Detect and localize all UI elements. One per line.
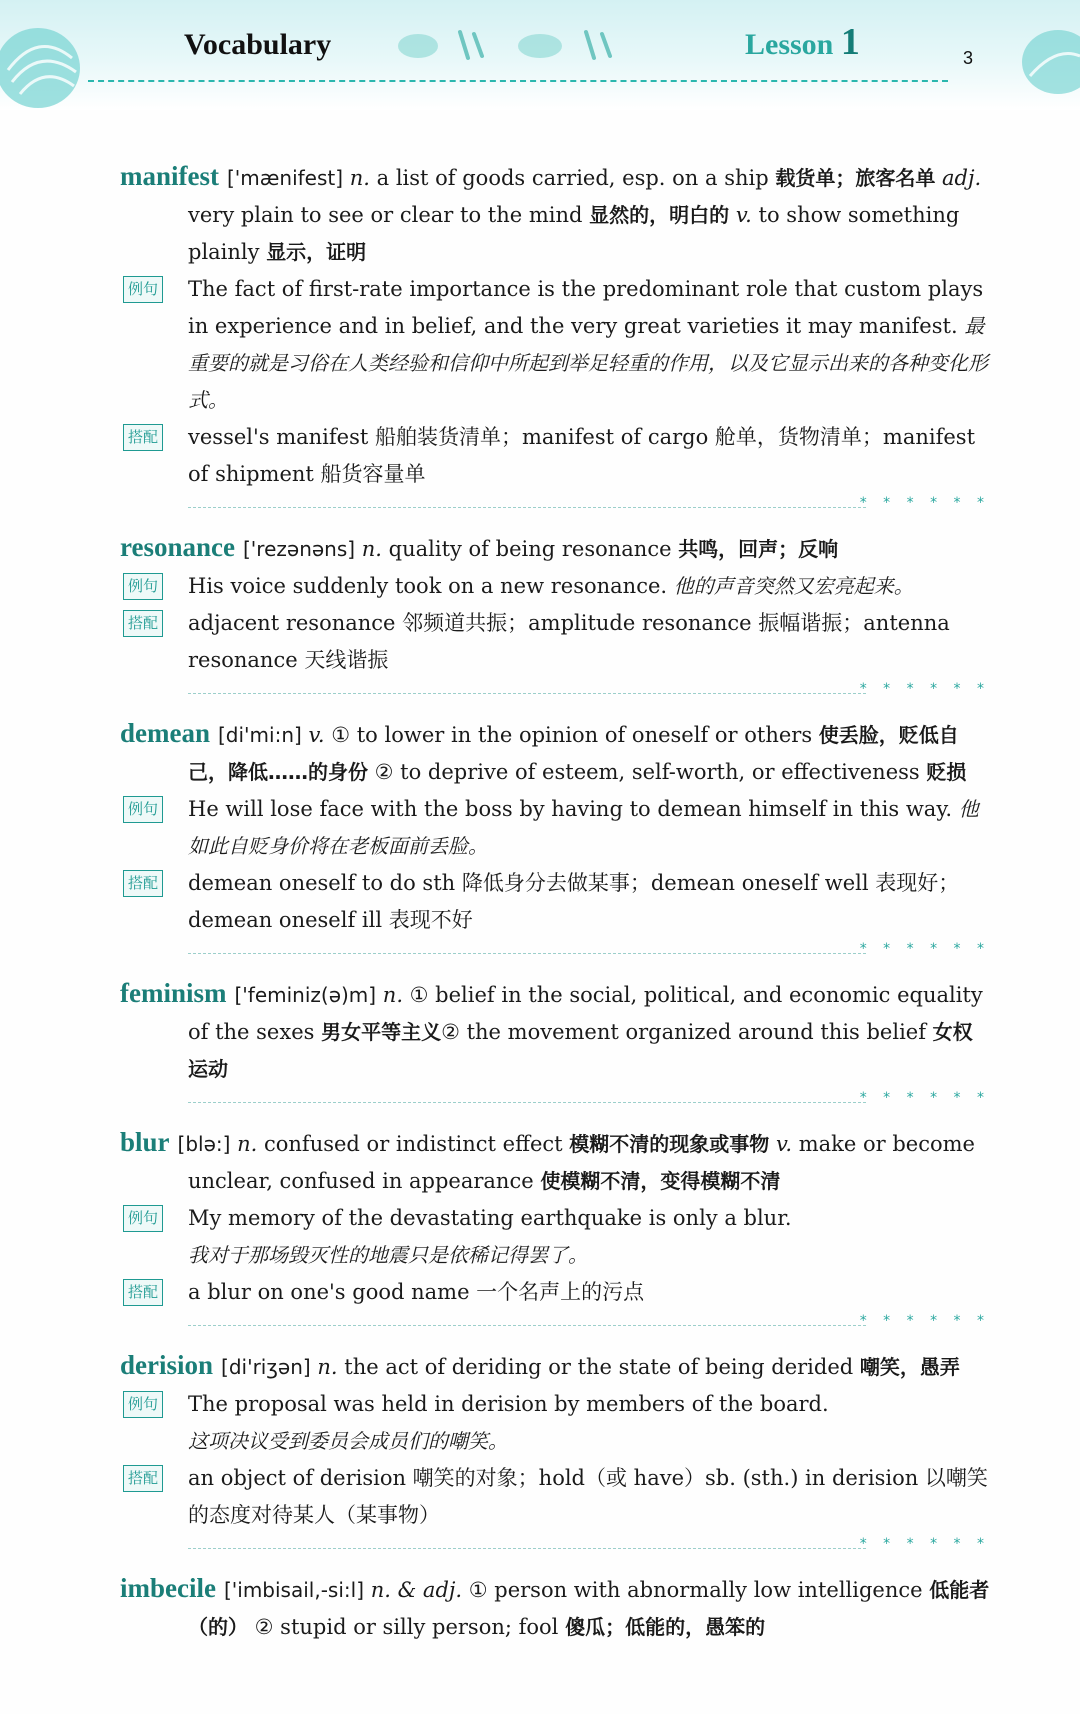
definition [120,1347,990,1386]
example-block [120,1386,990,1460]
meaning-en: ① to lower in the opinion of oneself or others [324,723,819,747]
entry-separator [120,1088,990,1124]
part-of-speech: n. [382,983,403,1007]
entry-separator [120,493,990,529]
meaning-zh: 显示，证明 [266,240,367,264]
meaning-en: ② stupid or silly person; fool [248,1615,566,1639]
meaning-en: confused or indistinct effect [257,1132,570,1156]
phonetic: ['imbisail,-si:l] [223,1578,364,1602]
meaning-en: ① person with abnormally low intelligence [462,1578,930,1602]
separator-stars: * * * * * * [859,1536,990,1552]
meaning-en: a list of goods carried, esp. on a ship [369,166,776,190]
headword: imbecile [120,1573,216,1603]
meaning-en: the act of deriding or the state of being derided [337,1355,860,1379]
definition [120,1124,990,1200]
entry-blur [120,1124,990,1347]
lesson-number: 1 [840,21,860,63]
part-of-speech: adj. [942,166,982,190]
example-zh: 他如此自贬身价将在老板面前丢脸。 [188,797,979,858]
lesson-word: Lesson [745,28,834,61]
meaning-zh: 嘲笑，愚弄 [859,1355,960,1379]
example-block [120,271,990,419]
meaning-en: quality of being resonance [381,537,679,561]
collocation-tag: 搭配 [123,1279,163,1306]
shell-decoration-icon [0,10,95,120]
entry-resonance [120,529,990,715]
part-of-speech: n. & adj. [370,1578,463,1602]
part-of-speech: n. [361,537,382,561]
entry-derision [120,1347,990,1570]
collocation-tag: 搭配 [123,1465,163,1492]
definition [120,715,990,791]
meaning-zh: 模糊不清的现象或事物 [569,1132,770,1156]
separator-stars: * * * * * * [859,941,990,957]
example-zh: 这项决议受到委员会成员们的嘲笑。 [188,1429,508,1453]
flourish-decoration-icon [390,18,670,68]
collocation-block [120,1274,990,1311]
collocation-block [120,865,990,939]
example-zh: 我对于那场毁灭性的地震只是依稀记得罢了。 [188,1243,588,1267]
leaf-decoration-icon [1000,16,1080,116]
example-en: He will lose face with the boss by having to demean himself in this way. [188,797,959,821]
definition [120,158,990,271]
collocation-block [120,419,990,493]
example-tag: 例句 [123,1391,163,1418]
part-of-speech: n. [237,1132,258,1156]
definition [120,529,990,568]
section-title: Vocabulary [184,28,332,61]
example-en: The proposal was held in derision by members of the board. [188,1392,829,1416]
separator-stars: * * * * * * [859,495,990,511]
example-tag: 例句 [123,276,163,303]
meaning-zh: 使模糊不清，变得模糊不清 [540,1169,781,1193]
phonetic: [di'riʒən] [221,1355,311,1379]
headword: blur [120,1127,170,1157]
vocabulary-list [120,158,990,1646]
collocation-tag: 搭配 [123,424,163,451]
entry-separator [120,1534,990,1570]
entry-separator [120,1311,990,1347]
meaning-en: make or become unclear, confused in appearance [188,1132,975,1193]
example-block [120,1200,990,1274]
lesson-label [745,20,860,64]
entry-feminism [120,975,990,1124]
entry-separator [120,939,990,975]
collocation-block [120,1460,990,1534]
part-of-speech: v. [775,1132,793,1156]
definition [120,975,990,1088]
part-of-speech: v. [308,723,325,747]
example-tag: 例句 [123,1205,163,1232]
phonetic: [blə:] [177,1132,231,1156]
meaning-zh: 男女平等主义 [321,1020,442,1044]
meaning-en: ② the movement organized around this belief [441,1020,933,1044]
phonetic: ['mænifest] [226,166,344,190]
meaning-zh: 女权运动 [188,1020,973,1081]
entry-separator [120,679,990,715]
example-en: My memory of the devastating earthquake is only a blur. [188,1206,792,1230]
entry-imbecile [120,1570,990,1646]
page-number: 3 [963,48,974,68]
meaning-en: ② to deprive of esteem, self-worth, or effectiveness [368,760,927,784]
phonetic: [di'mi:n] [218,723,302,747]
example-tag: 例句 [123,573,163,600]
headword: feminism [120,978,227,1008]
headword: resonance [120,532,235,562]
entry-demean [120,715,990,975]
separator-stars: * * * * * * [859,1313,990,1329]
meaning-zh: 共鸣，回声；反响 [678,537,839,561]
meaning-zh: 显然的，明白的 [589,203,730,227]
meaning-en: to show something plainly [188,203,960,264]
collocation-block [120,605,990,679]
separator-stars: * * * * * * [859,681,990,697]
example-en: His voice suddenly took on a new resonance. [188,574,674,598]
collocation-text: demean oneself to do sth 降低身分去做某事；demean oneself well 表现好；demean oneself ill 表现不好 [188,871,960,932]
meaning-zh: 载货单；旅客名单 [775,166,936,190]
part-of-speech: n. [349,166,370,190]
part-of-speech: n. [317,1355,338,1379]
collocation-text: vessel's manifest 船舶装货清单；manifest of cargo 舱单，货物清单；manifest of shipment 船货容量单 [188,425,976,486]
meaning-zh: 傻瓜；低能的，愚笨的 [565,1615,766,1639]
meaning-en: ① belief in the social, political, and economic equality of the sexes [188,983,983,1044]
collocation-text: a blur on one's good name 一个名声上的污点 [188,1280,645,1304]
meaning-zh: 低能者（的） [188,1578,990,1639]
example-en: The fact of first-rate importance is the predominant role that custom plays in experience and in belief, and the very great varieties it may manifest. [188,277,984,338]
headword: manifest [120,161,219,191]
part-of-speech: v. [735,203,752,227]
definition [120,1570,990,1646]
example-block [120,791,990,865]
example-zh: 最重要的就是习俗在人类经验和信仰中所起到举足轻重的作用，以及它显示出来的各种变化形式。 [188,314,988,412]
meaning-zh: 贬损 [926,760,967,784]
meaning-en: very plain to see or clear to the mind [188,203,590,227]
page-header [0,0,1080,110]
headword: derision [120,1350,214,1380]
collocation-tag: 搭配 [123,610,163,637]
meaning-zh: 使丢脸，贬低自己，降低……的身份 [188,723,959,784]
phonetic: ['feminiz(ə)m] [234,983,377,1007]
collocation-tag: 搭配 [123,870,163,897]
example-zh: 他的声音突然又宏亮起来。 [673,574,914,598]
collocation-text: an object of derision 嘲笑的对象；hold（或 have）sb. (sth.) in derision 以嘲笑的态度对待某人（某事物） [188,1466,988,1527]
collocation-text: adjacent resonance 邻频道共振；amplitude resonance 振幅谐振；antenna resonance 天线谐振 [188,611,950,672]
entry-manifest [120,158,990,529]
separator-stars: * * * * * * [859,1090,990,1106]
header-divider [88,80,948,82]
phonetic: ['rezənəns] [243,537,356,561]
example-block [120,568,990,605]
example-tag: 例句 [123,796,163,823]
headword: demean [120,718,210,748]
